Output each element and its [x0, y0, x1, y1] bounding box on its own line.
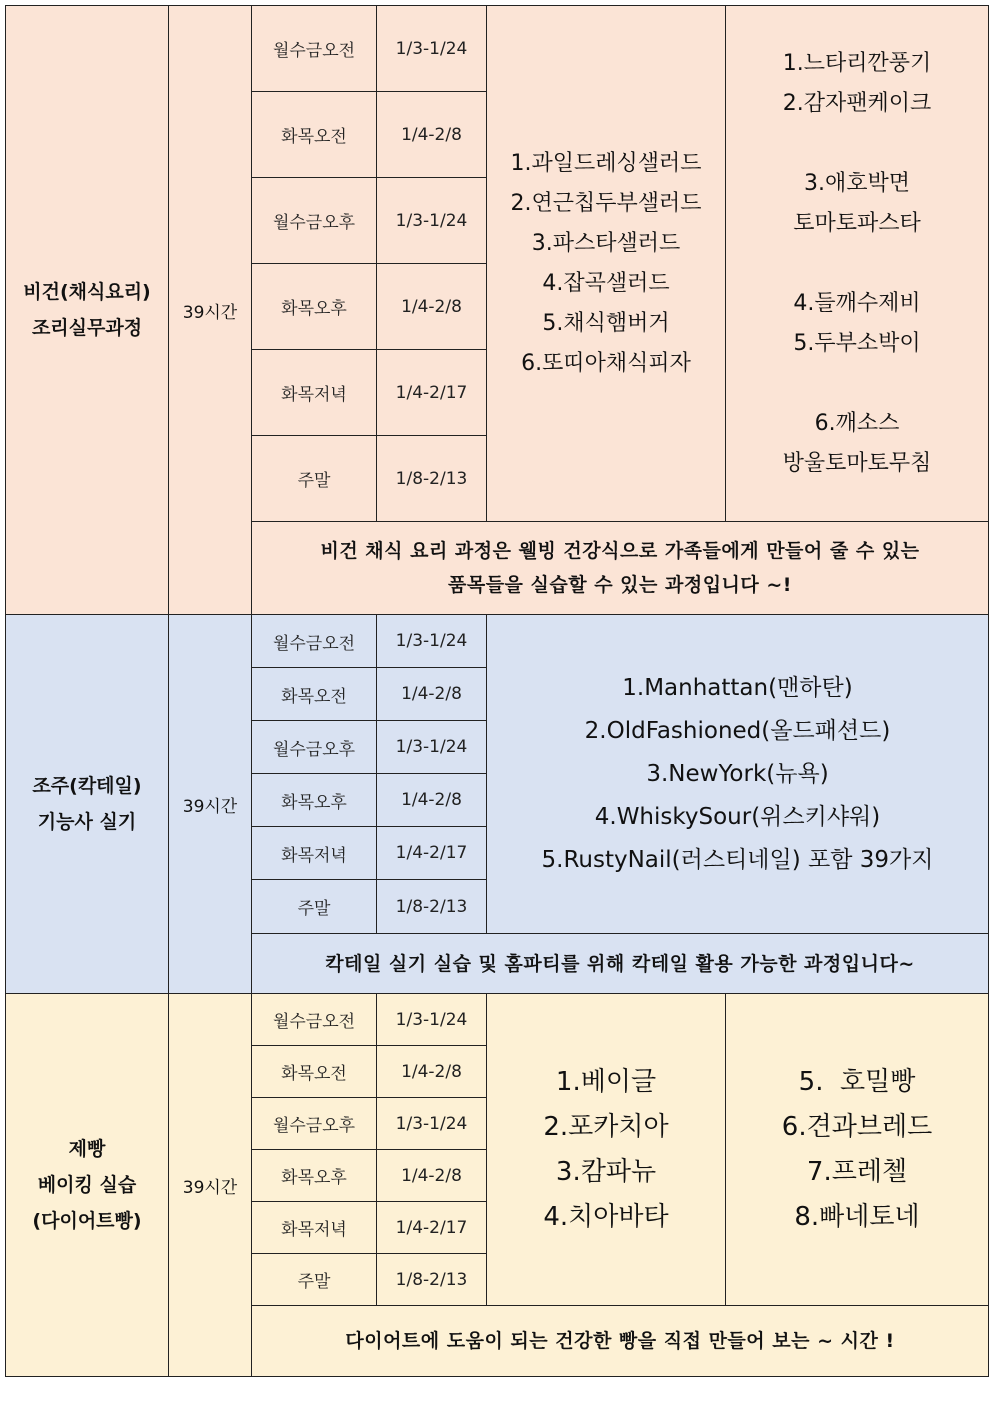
schedule-slot: 주말	[252, 880, 377, 934]
menu-item: 3.파스타샐러드	[531, 230, 681, 256]
schedule-dates: 1/4-2/8	[377, 668, 487, 721]
menu-spacer	[726, 124, 988, 164]
schedule-dates: 1/3-1/24	[377, 615, 487, 668]
schedule-dates: 1/8-2/13	[377, 1254, 487, 1306]
schedule-slot: 화목저녁	[252, 350, 377, 436]
schedule-dates: 1/4-2/8	[377, 774, 487, 827]
course-name-line: 베이킹 실습	[37, 1174, 137, 1196]
menu-item: 3.캄파뉴	[555, 1156, 657, 1187]
schedule-slot: 월수금오전	[252, 615, 377, 668]
schedule-slot: 화목오전	[252, 1046, 377, 1098]
schedule-slot: 월수금오후	[252, 178, 377, 264]
course-note: 다이어트에 도움이 되는 건강한 빵을 직접 만들어 보는 ~ 시간 !	[252, 1306, 989, 1377]
menu-item: 5. 호밀빵	[798, 1066, 916, 1097]
schedule-slot: 월수금오전	[252, 994, 377, 1046]
schedule-dates: 1/3-1/24	[377, 721, 487, 774]
schedule-dates: 1/3-1/24	[377, 994, 487, 1046]
schedule-slot: 화목저녁	[252, 827, 377, 880]
table-row	[6, 994, 989, 1046]
schedule-slot: 월수금오후	[252, 721, 377, 774]
schedule-dates: 1/4-2/17	[377, 350, 487, 436]
menu-item: 4.WhiskySour(위스키샤워)	[594, 803, 881, 830]
schedule-dates: 1/8-2/13	[377, 436, 487, 522]
menu-item: 3.NewYork(뉴욕)	[646, 760, 829, 787]
menu-item: 토마토파스타	[793, 210, 921, 236]
menu-item: 2.포카치아	[543, 1111, 669, 1142]
menu-item: 2.연근칩두부샐러드	[510, 190, 702, 216]
schedule-dates: 1/3-1/24	[377, 6, 487, 92]
menu-item: 4.잡곡샐러드	[542, 270, 670, 296]
course-name-cell	[6, 994, 169, 1377]
menu-item: 6.또띠아채식피자	[521, 350, 691, 376]
menu-item: 8.빠네토네	[794, 1201, 920, 1232]
course-name-cell	[6, 6, 169, 615]
schedule-slot: 화목오후	[252, 264, 377, 350]
table-row	[6, 615, 989, 668]
schedule-slot: 화목오후	[252, 1150, 377, 1202]
menu-list	[487, 615, 989, 934]
menu-spacer	[726, 244, 988, 284]
schedule-slot: 주말	[252, 1254, 377, 1306]
course-name-line: (다이어트빵)	[32, 1210, 142, 1232]
menu-item: 1.Manhattan(맨하탄)	[622, 674, 853, 701]
menu-item: 5.두부소박이	[793, 330, 921, 356]
menu-item: 방울토마토무침	[782, 450, 932, 476]
menu-item: 1.느타리깐풍기	[782, 50, 932, 76]
schedule-slot: 월수금오전	[252, 6, 377, 92]
menu-item: 6.견과브레드	[781, 1111, 933, 1142]
menu-list-right	[726, 994, 989, 1306]
menu-item: 1.과일드레싱샐러드	[510, 150, 702, 176]
schedule-dates: 1/8-2/13	[377, 880, 487, 934]
schedule-dates: 1/3-1/24	[377, 178, 487, 264]
menu-item: 5.RustyNail(러스티네일) 포함 39가지	[541, 846, 934, 873]
schedule-dates: 1/4-2/17	[377, 827, 487, 880]
schedule-dates: 1/4-2/8	[377, 92, 487, 178]
menu-item: 5.채식햄버거	[542, 310, 670, 336]
menu-item: 7.프레첼	[806, 1156, 908, 1187]
table-row	[6, 6, 989, 92]
menu-spacer	[726, 364, 988, 404]
course-hours: 39시간	[169, 615, 252, 994]
course-hours: 39시간	[169, 994, 252, 1377]
menu-list-left	[487, 994, 726, 1306]
course-name-line: 비건(채식요리)	[23, 281, 151, 303]
course-name-line: 조주(칵테일)	[32, 775, 142, 797]
schedule-slot: 화목오후	[252, 774, 377, 827]
course-hours: 39시간	[169, 6, 252, 615]
menu-item: 2.감자팬케이크	[782, 90, 932, 116]
course-name-cell	[6, 615, 169, 994]
schedule-slot: 화목오전	[252, 92, 377, 178]
schedule-slot: 화목오전	[252, 668, 377, 721]
schedule-slot: 주말	[252, 436, 377, 522]
course-name-line: 기능사 실기	[37, 811, 137, 833]
schedule-slot: 월수금오후	[252, 1098, 377, 1150]
schedule-dates: 1/4-2/8	[377, 264, 487, 350]
note-line: 비건 채식 요리 과정은 웰빙 건강식으로 가족들에게 만들어 줄 수 있는	[320, 540, 920, 562]
schedule-dates: 1/4-2/8	[377, 1046, 487, 1098]
course-name-line: 조리실무과정	[31, 317, 143, 339]
menu-item: 6.깨소스	[814, 410, 900, 436]
schedule-dates: 1/4-2/8	[377, 1150, 487, 1202]
course-note: 칵테일 실기 실습 및 홈파티를 위해 칵테일 활용 가능한 과정입니다~	[252, 934, 989, 994]
menu-item: 4.치아바타	[543, 1201, 669, 1232]
menu-item: 4.들깨수제비	[793, 290, 921, 316]
schedule-slot: 화목저녁	[252, 1202, 377, 1254]
menu-list-right	[726, 6, 989, 522]
menu-list-left	[487, 6, 726, 522]
note-line: 품목들을 실습할 수 있는 과정입니다 ~!	[448, 574, 792, 596]
menu-item: 3.애호박면	[804, 170, 910, 196]
schedule-dates: 1/4-2/17	[377, 1202, 487, 1254]
course-name-line: 제빵	[68, 1138, 106, 1160]
menu-item: 2.OldFashioned(올드패션드)	[584, 717, 891, 744]
menu-item: 1.베이글	[555, 1066, 657, 1097]
course-note	[252, 522, 989, 615]
schedule-dates: 1/3-1/24	[377, 1098, 487, 1150]
course-schedule-table	[5, 5, 989, 1377]
